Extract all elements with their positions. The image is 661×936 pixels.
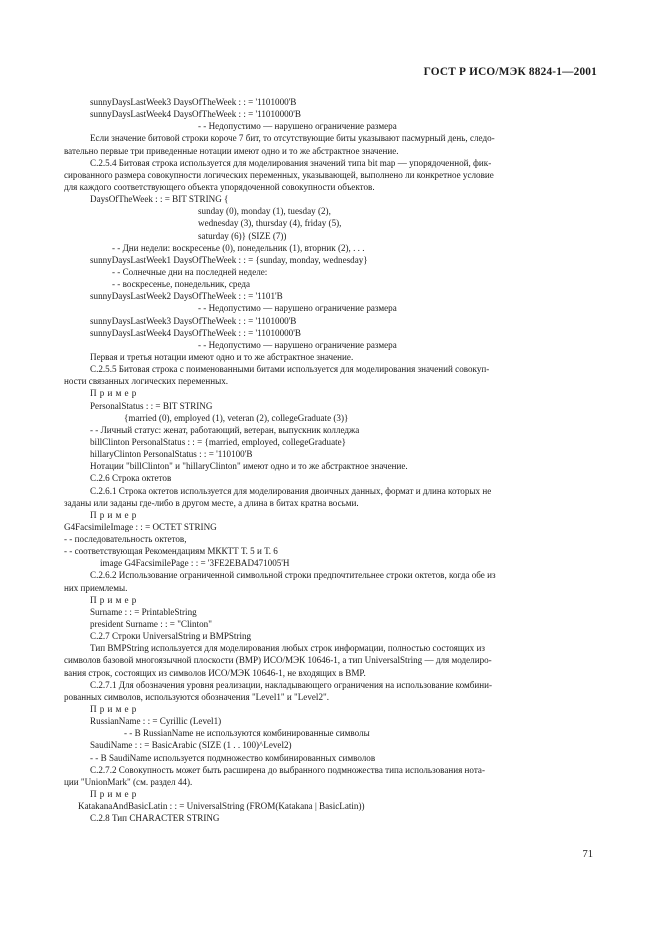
code-line: sunnyDaysLastWeek4 DaysOfTheWeek : : = '11010000'B: [90, 327, 301, 338]
clause-c-2-6-1: C.2.6.1 Строка октетов используется для моделирования двоичных данных, формат и длина которых не: [90, 485, 492, 496]
page-number: 71: [582, 849, 593, 860]
code-comment: - - воскресенье, понедельник, среда: [112, 279, 251, 290]
code-comment: - - Недопустимо — нарушено ограничение размера: [198, 121, 397, 132]
paragraph-line: вательно первые три приведенные нотации имеют одно и то же абстрактное значение.: [64, 145, 399, 156]
code-line: image G4FacsimilePage : : = '3FE2EBAD471005'H: [100, 558, 290, 569]
code-line: RussianName : : = Cyrillic (Level1): [90, 716, 222, 727]
example-label: Пример: [90, 594, 140, 605]
code-line: hillaryClinton PersonalStatus : : = '110100'B: [90, 449, 253, 460]
paragraph-line: рованных символов, используются обозначения "Level1" и "Level2".: [64, 691, 329, 702]
paragraph-line: сированного размера совокупности логических переменных, указывающей, выполнено ли конкретное условие: [64, 169, 494, 180]
code-line: billClinton PersonalStatus : : = {married, employed, collegeGraduate}: [90, 436, 347, 447]
code-comment: - - Личный статус: женат, работающий, ветеран, выпускник колледжа: [90, 424, 360, 435]
page-header: ГОСТ Р ИСО/МЭК 8824-1—2001: [423, 66, 597, 78]
code-line: SaudiName : : = BasicArabic (SIZE (1 . . 100)^Level2): [90, 740, 292, 751]
section-heading-c-2-7: C.2.7 Строки UniversalString и BMPString: [90, 631, 252, 642]
paragraph-line: заданы или заданы где-либо в другом месте, а длина в битах кратна восьми.: [64, 497, 359, 508]
section-heading-c-2-6: C.2.6 Строка октетов: [90, 473, 172, 484]
code-line: sunnyDaysLastWeek2 DaysOfTheWeek : : = '1101'B: [90, 291, 283, 302]
code-line: sunnyDaysLastWeek3 DaysOfTheWeek : : = '1101000'B: [90, 315, 297, 326]
clause-c-2-5-5: C.2.5.5 Битовая строка с поименованными битами используется для моделирования значений совокуп-: [90, 364, 490, 375]
paragraph-line: Нотации "billClinton" и "hillaryClinton" имеют одно и то же абстрактное значение.: [90, 461, 408, 472]
code-line: KatakanaAndBasicLatin : : = UniversalString (FROM(Katakana | BasicLatin)): [78, 801, 365, 812]
code-line: sunnyDaysLastWeek4 DaysOfTheWeek : : = '11010000'B: [90, 109, 301, 120]
paragraph-line: вания строк, состоящих из символов ИСО/МЭК 10646-1, не входящих в BMP.: [64, 667, 366, 678]
example-label: Пример: [90, 509, 140, 520]
code-line: {married (0), employed (1), veteran (2), collegeGraduate (3)}: [124, 412, 349, 423]
code-line: sunnyDaysLastWeek3 DaysOfTheWeek : : = '1101000'B: [90, 97, 297, 107]
page-body: [64, 96, 597, 824]
code-line: sunday (0), monday (1), tuesday (2),: [198, 206, 331, 217]
paragraph-line: Тип BMPString используется для моделирования любых строк информации, полностью состоящих из: [90, 643, 485, 654]
code-line: G4FacsimileImage : : = OCTET STRING: [64, 521, 217, 532]
paragraph-line: Если значение битовой строки короче 7 бит, то отсутствующие биты указывают пасмурный день, следо-: [90, 133, 495, 144]
paragraph-line: символов базовой многоязычной плоскости (BMP) ИСО/МЭК 10646-1, а тип UniversalString — для моделиро-: [64, 655, 492, 666]
paragraph-line: для каждого соответствующего объекта упорядоченной совокупности объектов.: [64, 181, 375, 192]
clause-c-2-7-2: C.2.7.2 Совокупность может быть расширена до выбранного подмножества типа использования нота-: [90, 764, 485, 775]
section-heading-c-2-8: C.2.8 Тип CHARACTER STRING: [90, 813, 220, 824]
code-comment: - - Солнечные дни на последней неделе:: [112, 266, 268, 277]
code-comment: - - Недопустимо — нарушено ограничение размера: [198, 303, 397, 314]
code-comment: - - В SaudiName используется подмножество комбинированных символов: [90, 752, 376, 763]
code-comment: - - соответствующая Рекомендациям МККТТ Т. 5 и Т. 6: [64, 546, 278, 557]
paragraph-line: ности связанных логических переменных.: [64, 376, 229, 387]
code-comment: - - В RussianName не используются комбинированные символы: [124, 728, 370, 739]
code-line: Surname : : = PrintableString: [90, 606, 197, 617]
example-label: Пример: [90, 789, 140, 800]
paragraph-line: Первая и третья нотации имеют одно и то же абстрактное значение.: [90, 351, 354, 362]
code-line: saturday (6)} (SIZE (7)): [198, 230, 287, 241]
clause-c-2-5-4: C.2.5.4 Битовая строка используется для моделирования значений типа bit map — упорядоченной, фик-: [90, 157, 492, 168]
code-comment: - - Недопустимо — нарушено ограничение размера: [198, 339, 397, 350]
paragraph-line: них приемлемы.: [64, 582, 128, 593]
code-line: president Surname : : = "Clinton": [90, 619, 212, 630]
code-line: DaysOfTheWeek : : = BIT STRING {: [90, 194, 229, 205]
clause-c-2-7-1: C.2.7.1 Для обозначения уровня реализации, накладывающего ограничения на использование комбини-: [90, 679, 493, 690]
example-label: Пример: [90, 704, 140, 715]
clause-c-2-6-2: C.2.6.2 Использование ограниченной символьной строки предпочтительнее строки октетов, когда обе из: [90, 570, 496, 581]
paragraph-line: ции "UnionMark" (см. раздел 44).: [64, 776, 193, 787]
code-comment: - - Дни недели: воскресенье (0), понедельник (1), вторник (2), . . .: [112, 242, 365, 253]
code-line: PersonalStatus : : = BIT STRING: [90, 400, 213, 411]
code-line: sunnyDaysLastWeek1 DaysOfTheWeek : : = {sunday, monday, wednesday}: [90, 254, 368, 265]
example-label: Пример: [90, 388, 140, 399]
code-comment: - - последовательность октетов,: [64, 534, 187, 545]
code-line: wednesday (3), thursday (4), friday (5),: [198, 218, 342, 229]
